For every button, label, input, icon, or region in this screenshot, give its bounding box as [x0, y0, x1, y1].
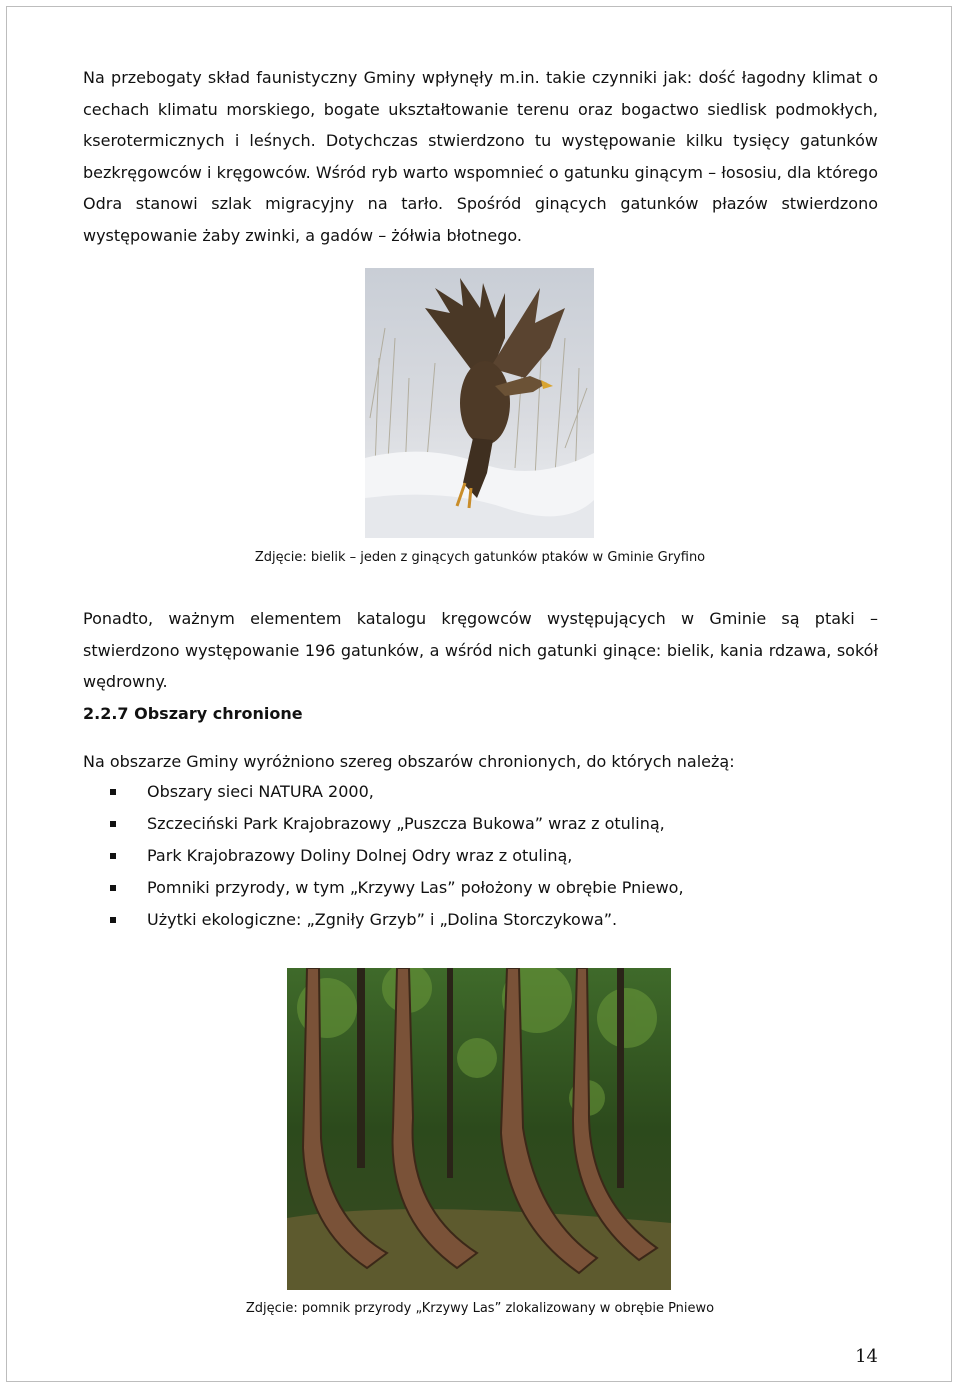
protected-areas-list	[110, 780, 684, 940]
list-item: Użytki ekologiczne: „Zgniły Grzyb” i „Dolina Storczykowa”.	[110, 908, 684, 940]
protected-areas-intro: Na obszarze Gminy wyróżniono szereg obszarów chronionych, do których należą:	[83, 752, 735, 771]
birds-paragraph: Ponadto, ważnym elementem katalogu kręgowców występujących w Gminie są ptaki – stwierdzono występowanie 196 gatunków, a wśród nich gatunki ginące: bielik, kania rdzawa, sokół wędrowny.	[83, 609, 878, 691]
list-item: Szczeciński Park Krajobrazowy „Puszcza Bukowa” wraz z otuliną,	[110, 812, 684, 844]
square-bullet-icon	[110, 885, 116, 891]
list-item: Pomniki przyrody, w tym „Krzywy Las” położony w obrębie Pniewo,	[110, 876, 684, 908]
square-bullet-icon	[110, 917, 116, 923]
forest-photo-caption: Zdjęcie: pomnik przyrody „Krzywy Las” zlokalizowany w obrębie Pniewo	[245, 1301, 715, 1316]
square-bullet-icon	[110, 853, 116, 859]
square-bullet-icon	[110, 789, 116, 795]
list-item: Park Krajobrazowy Doliny Dolnej Odry wraz z otuliną,	[110, 844, 684, 876]
square-bullet-icon	[110, 821, 116, 827]
intro-paragraph: Na przebogaty skład faunistyczny Gminy wpłynęły m.in. takie czynniki jak: dość łagodny klimat o cechach klimatu morskiego, bogate ukształtowanie terenu oraz bogactwo siedlisk podmokłych, kserotermicznych i leśnych. Dotychczas stwierdzono tu występowanie kilku tysięcy gatunków bezkręgowców i kręgowców. Wśród ryb warto wspomnieć o gatunku ginącym – łososiu, dla którego Odra stanowi szlak migracyjny na tarło. Spośród ginących gatunków płazów stwierdzono występowanie żaby zwinki, a gadów – żółwia błotnego.	[83, 68, 878, 245]
eagle-photo	[365, 268, 594, 538]
eagle-photo-caption: Zdjęcie: bielik – jeden z ginących gatunków ptaków w Gminie Gryfino	[254, 550, 706, 565]
page-number: 14	[855, 1346, 878, 1367]
section-heading: 2.2.7 Obszary chronione	[83, 704, 303, 723]
list-item: Obszary sieci NATURA 2000,	[110, 780, 684, 812]
crooked-forest-photo	[287, 968, 671, 1290]
